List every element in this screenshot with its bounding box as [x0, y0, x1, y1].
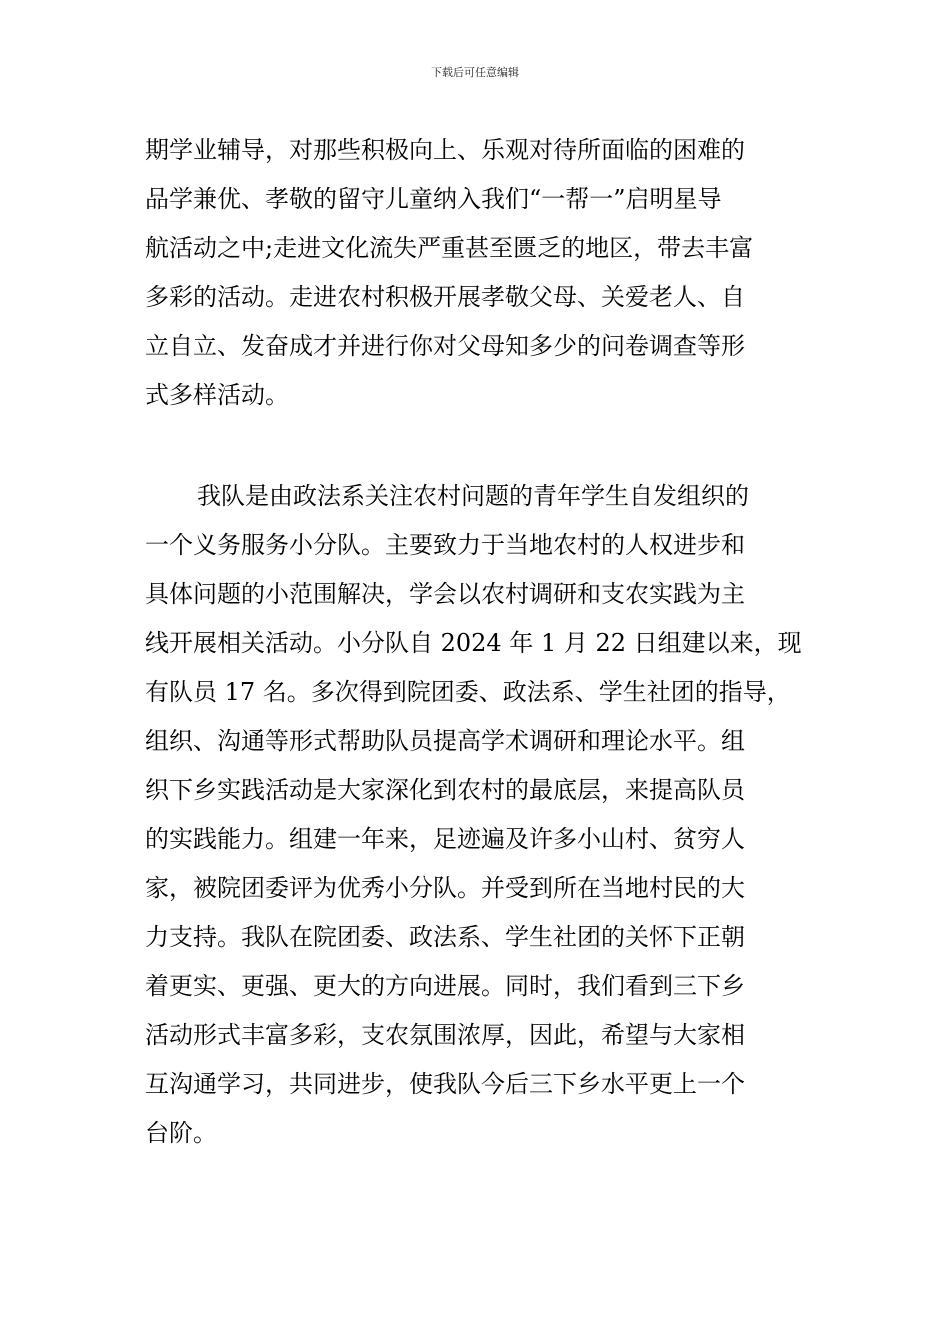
- text-line: 组织、沟通等形式帮助队员提高学术调研和理论水平。组: [145, 727, 745, 755]
- text-line: 互沟通学习，共同进步，使我队今后三下乡水平更上一个: [145, 1070, 745, 1098]
- text-line: 家，被院团委评为优秀小分队。并受到所在当地村民的大: [145, 874, 745, 902]
- text-line: 织下乡实践活动是大家深化到农村的最底层，来提高队员: [145, 776, 745, 804]
- text-line: 线开展相关活动。小分队自 2024 年 1 月 22 日组建以来，现: [145, 629, 802, 657]
- text-line: 一个义务服务小分队。主要致力于当地农村的人权进步和: [145, 531, 745, 559]
- text-line: 航活动之中;走进文化流失严重甚至匮乏的地区，带去丰富: [145, 234, 754, 262]
- text-line: 有队员 17 名。多次得到院团委、政法系、学生社团的指导，: [145, 678, 791, 706]
- paragraph-2: [145, 472, 825, 1158]
- paragraph-1: [145, 126, 825, 420]
- text-line: 我队是由政法系关注农村问题的青年学生自发组织的: [197, 482, 749, 510]
- page-header: 下载后可任意编辑: [431, 66, 519, 79]
- text-line: 具体问题的小范围解决，学会以农村调研和支农实践为主: [145, 580, 745, 608]
- text-line: 式多样活动。: [145, 381, 289, 409]
- text-line: 的实践能力。组建一年来，足迹遍及许多小山村、贫穷人: [145, 825, 745, 853]
- text-line: 台阶。: [145, 1119, 217, 1147]
- text-line: 活动形式丰富多彩，支农氛围浓厚，因此，希望与大家相: [145, 1021, 745, 1049]
- text-line: 力支持。我队在院团委、政法系、学生社团的关怀下正朝: [145, 923, 745, 951]
- text-line: 期学业辅导，对那些积极向上、乐观对待所面临的困难的: [145, 136, 745, 164]
- text-line: 品学兼优、孝敬的留守儿童纳入我们“一帮一”启明星导: [145, 185, 722, 213]
- text-line: 多彩的活动。走进农村积极开展孝敬父母、关爱老人、自: [145, 283, 745, 311]
- text-line: 着更实、更强、更大的方向进展。同时，我们看到三下乡: [145, 972, 745, 1000]
- text-line: 立自立、发奋成才并进行你对父母知多少的问卷调查等形: [145, 332, 745, 360]
